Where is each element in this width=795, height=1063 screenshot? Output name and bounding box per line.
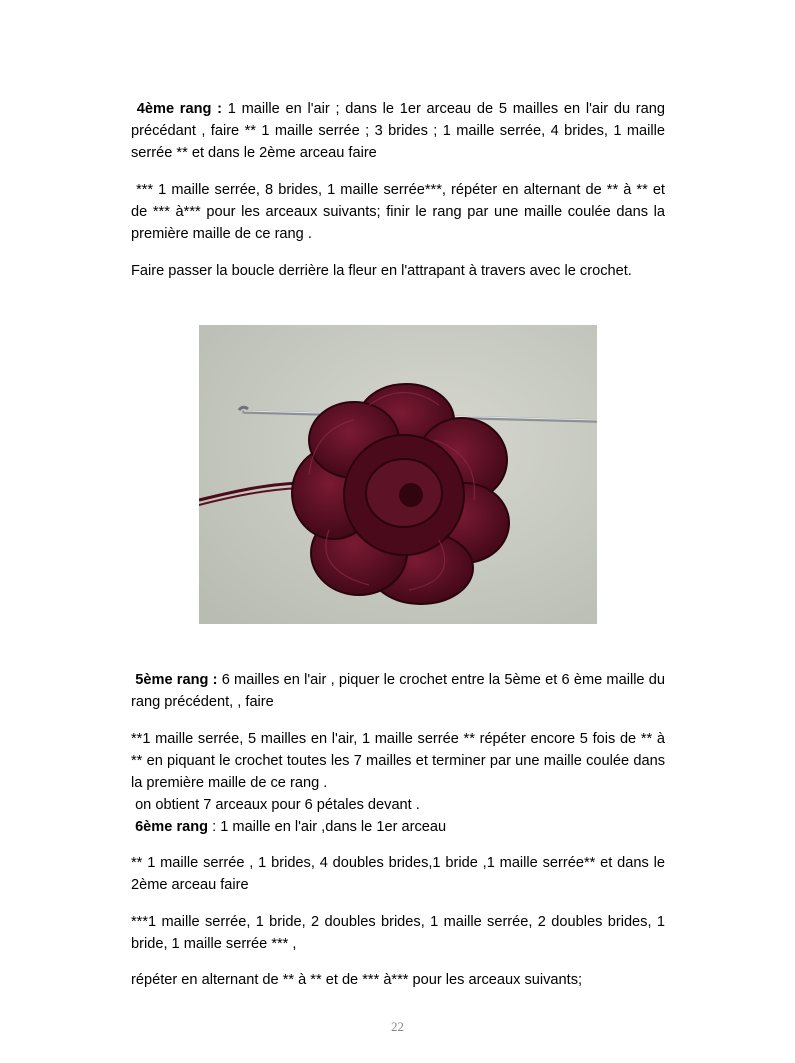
paragraph-row-6-second-arch (131, 911, 665, 955)
paragraph-loop-instruction (131, 260, 665, 282)
paragraph-row-5 (131, 669, 665, 713)
paragraph-row-6-repeat (131, 969, 665, 991)
row-4-text: 1 maille en l'air ; dans le 1er arceau de 5 mailles en l'air du rang précédant , faire ** 1 maille serrée ; 3 brides ; 1 maille serrée, 4 brides, 1 maille serrée ** et dans le 2ème arceau faire (131, 101, 666, 161)
row-6-label: 6ème rang (135, 819, 209, 835)
paragraph-row-6-first-arch (131, 852, 665, 896)
row-6-text: : 1 maille en l'air ,dans le 1er arceau (208, 819, 447, 835)
crochet-flower-photo (199, 325, 597, 624)
row-6-first-arch-text: ** 1 maille serrée , 1 brides, 4 doubles brides,1 bride ,1 maille serrée** et dans le 2ème arceau faire (131, 855, 665, 893)
page-number: 22 (391, 1019, 404, 1034)
loop-instruction-text: Faire passer la boucle derrière la fleur en l'attrapant à travers avec le crochet. (131, 263, 632, 279)
paragraph-row-5-repeat (131, 728, 665, 838)
paragraph-row-4-continued (131, 179, 665, 245)
petals-note: on obtient 7 arceaux pour 6 pétales devant . (135, 797, 420, 813)
row-4-continued-text: *** 1 maille serrée, 8 brides, 1 maille serrée***, répéter en alternant de ** à ** et de *** à*** pour les arceaux suivants; finir le rang par une maille coulée dans la première maille de ce rang . (131, 182, 665, 242)
row-5-text: 6 mailles en l'air , piquer le crochet entre la 5ème et 6 ème maille du rang précédent, , faire (131, 672, 666, 710)
row-6-second-arch-text: ***1 maille serrée, 1 bride, 2 doubles brides, 1 maille serrée, 2 doubles brides, 1 bride, 1 maille serrée *** , (131, 914, 665, 952)
row-4-label: 4ème rang : (136, 101, 223, 117)
row-6-repeat-text: répéter en alternant de ** à ** et de *** à*** pour les arceaux suivants; (131, 972, 583, 988)
row-5-repeat-text: **1 maille serrée, 5 mailles en l'air, 1 maille serrée ** répéter encore 5 fois de ** à ** en piquant le crochet toutes les 7 mailles et terminer par une maille coulée dans la première maille de ce rang . (131, 731, 665, 791)
paragraph-row-4 (131, 98, 665, 164)
row-5-label: 5ème rang : (135, 672, 218, 688)
